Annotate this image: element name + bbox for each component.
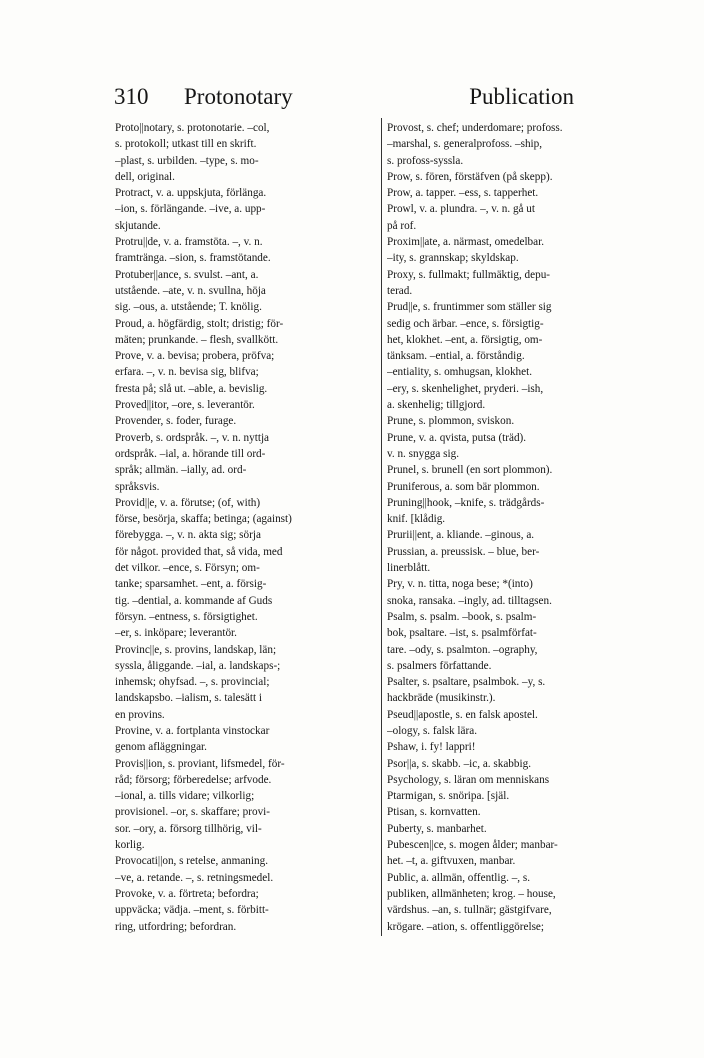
dictionary-line: Provine, v. a. fortplanta vinstockar (115, 724, 270, 737)
dictionary-line: Provost, s. chef; underdomare; profoss. (387, 122, 563, 134)
dictionary-line: dell, original. (115, 170, 175, 183)
dictionary-line: Pruning||hook, –knife, s. trädgårds- (387, 496, 545, 509)
dictionary-line: Prow, a. tapper. –ess, s. tapperhet. (387, 187, 539, 200)
dictionary-line: det vilkor. –ence, s. Försyn; om- (115, 562, 260, 575)
dictionary-line: utstående. –ate, v. n. svullna, höja (115, 284, 266, 297)
dictionary-line: –entiality, s. omhugsan, klokhet. (387, 366, 533, 379)
dictionary-line: uppväcka; vädja. –ment, s. förbitt- (115, 904, 269, 917)
dictionary-line: korlig. (115, 839, 145, 852)
dictionary-line: inhemsk; ohyfsad. –, s. provincial; (115, 676, 270, 689)
right-guide-word: Publication (469, 84, 574, 109)
dictionary-line: Proved||itor, –ore, s. leverantör. (115, 399, 255, 412)
dictionary-line: Pry, v. n. titta, noga bese; *(into) (387, 578, 533, 591)
dictionary-line: Psalter, s. psaltare, psalmbok. –y, s. (387, 676, 546, 689)
dictionary-line: Provid||e, v. a. förutse; (of, with) (115, 496, 261, 509)
dictionary-line: snoka, ransaka. –ingly, ad. tilltagsen. (387, 594, 552, 607)
dictionary-line: genom afläggningar. (115, 741, 207, 754)
page-header (114, 84, 584, 114)
dictionary-line: linerblått. (387, 562, 431, 575)
dictionary-line: Provinc||e, s. provins, landskap, län; (115, 643, 277, 656)
dictionary-line: –ion, s. förlängande. –ive, a. upp- (115, 203, 266, 216)
column-divider (381, 118, 382, 936)
dictionary-line: Proxy, s. fullmakt; fullmäktig, depu- (387, 268, 551, 281)
dictionary-line: tanke; sparsamhet. –ent, a. försig- (115, 578, 267, 591)
dictionary-line: –ve, a. retande. –, s. retningsmedel. (115, 871, 274, 884)
dictionary-line: knif. [klådig. (387, 513, 446, 526)
dictionary-line: för något. provided that, så vida, med (115, 545, 283, 558)
dictionary-line: bok, psaltare. –ist, s. psalmförfat- (387, 627, 537, 640)
dictionary-line: mäten; prunkande. – flesh, svallkött. (115, 333, 279, 346)
dictionary-line: förse, besörja, skaffa; betinga; (against) (115, 513, 292, 526)
dictionary-line: Prune, v. a. qvista, putsa (träd). (387, 431, 527, 444)
dictionary-line: en provins. (115, 708, 165, 721)
dictionary-line: Proto||notary, s. protonotarie. –col, (115, 122, 270, 134)
dictionary-line: het, klokhet. –ent, a. försigtig, om- (387, 333, 543, 346)
dictionary-line: Prow, s. fören, förstäfven (på skepp). (387, 170, 553, 183)
dictionary-line: –er, s. inköpare; leverantör. (115, 627, 237, 640)
dictionary-line: sedig och ärbar. –ence, s. försigtig- (387, 317, 544, 330)
dictionary-line: Pubescen||ce, s. mogen ålder; manbar- (387, 839, 558, 852)
dictionary-line: –plast, s. urbilden. –type, s. mo- (115, 154, 259, 167)
dictionary-line: Pshaw, i. fy! lappri! (387, 741, 476, 754)
dictionary-line: fresta på; slå ut. –able, a. bevislig. (115, 382, 268, 395)
dictionary-line: framtränga. –sion, s. framstötande. (115, 252, 271, 265)
dictionary-line: het. –t, a. giftvuxen, manbar. (387, 855, 516, 868)
dictionary-line: Provoke, v. a. förtreta; befordra; (115, 887, 259, 900)
dictionary-line: –ery, s. skenhelighet, pryderi. –ish, (387, 382, 544, 395)
left-column (115, 120, 377, 935)
dictionary-line: s. profoss-syssla. (387, 154, 464, 167)
dictionary-line: Provocati||on, s retelse, anmaning. (115, 855, 268, 868)
dictionary-line: Prurii||ent, a. kliande. –ginous, a. (387, 529, 535, 542)
dictionary-line: Psalm, s. psalm. –book, s. psalm- (387, 610, 537, 623)
dictionary-line: Proud, a. högfärdig, stolt; dristig; för- (115, 317, 284, 330)
dictionary-line: erfara. –, v. n. bevisa sig, blifva; (115, 366, 259, 379)
dictionary-line: Psychology, s. läran om menniskans (387, 773, 550, 786)
dictionary-line: skjutande. (115, 219, 161, 232)
dictionary-line: hackbräde (musikinstr.). (387, 692, 496, 705)
dictionary-line: Prune, s. plommon, sviskon. (387, 415, 515, 428)
dictionary-line: ordspråk. –ial, a. hörande till ord- (115, 447, 266, 460)
right-column (387, 120, 655, 935)
dictionary-line: publiken, allmänheten; krog. – house, (387, 887, 556, 900)
dictionary-line: värdshus. –an, s. tullnär; gästgifvare, (387, 904, 552, 917)
dictionary-line: –marshal, s. generalprofoss. –ship, (387, 138, 543, 151)
dictionary-line: landskapsbo. –ialism, s. talesätt i (115, 692, 262, 705)
dictionary-line: Ptarmigan, s. snöripa. [själ. (387, 790, 510, 803)
dictionary-line: försyn. –entness, s. försigtighet. (115, 610, 258, 623)
dictionary-line: Puberty, s. manbarhet. (387, 822, 487, 835)
dictionary-line: syssla, åliggande. –ial, a. landskaps-; (115, 659, 281, 672)
dictionary-line: förebygga. –, v. n. akta sig; sörja (115, 529, 261, 542)
dictionary-line: råd; försorg; förberedelse; arfvode. (115, 773, 272, 786)
dictionary-line: Provis||ion, s. proviant, lifsmedel, för- (115, 757, 285, 770)
page-number: 310 (114, 84, 149, 109)
dictionary-line: terad. (387, 284, 413, 297)
dictionary-line: Prunel, s. brunell (en sort plommon). (387, 464, 553, 477)
dictionary-line: Proxim||ate, a. närmast, omedelbar. (387, 236, 545, 249)
dictionary-line: Protuber||ance, s. svulst. –ant, a. (115, 268, 259, 281)
dictionary-line: krögare. –ation, s. offentliggörelse; (387, 920, 544, 933)
dictionary-line: v. n. snygga sig. (387, 447, 459, 460)
dictionary-line: tig. –dential, a. kommande af Guds (115, 594, 273, 607)
dictionary-line: Ptisan, s. kornvatten. (387, 806, 481, 819)
dictionary-line: provisionel. –or, s. skaffare; provi- (115, 806, 271, 819)
dictionary-line: Prud||e, s. fruntimmer som ställer sig (387, 301, 552, 314)
dictionary-line: Prove, v. a. bevisa; probera, pröfva; (115, 350, 275, 363)
dictionary-line: Protract, v. a. uppskjuta, förlänga. (115, 187, 267, 200)
dictionary-line: Pruniferous, a. som bär plommon. (387, 480, 540, 493)
dictionary-line: Pseud||apostle, s. en falsk apostel. (387, 708, 538, 721)
dictionary-line: Public, a. allmän, offentlig. –, s. (387, 871, 531, 884)
dictionary-line: –ity, s. grannskap; skyldskap. (387, 252, 519, 265)
dictionary-line: s. protokoll; utkast till en skrift. (115, 138, 257, 151)
dictionary-line: Prowl, v. a. plundra. –, v. n. gå ut (387, 203, 536, 216)
dictionary-line: tare. –ody, s. psalmton. –ography, (387, 643, 538, 656)
dictionary-line: s. psalmers författande. (387, 659, 492, 672)
dictionary-line: Prussian, a. preussisk. – blue, ber- (387, 545, 540, 558)
dictionary-line: –ional, a. tills vidare; vilkorlig; (115, 790, 255, 803)
dictionary-line: sig. –ous, a. utstående; T. knölig. (115, 301, 262, 314)
dictionary-line: Protru||de, v. a. framstöta. –, v. n. (115, 236, 263, 249)
dictionary-line: språksvis. (115, 480, 160, 493)
dictionary-line: ring, utfordring; befordran. (115, 920, 237, 933)
dictionary-line: Psor||a, s. skabb. –ic, a. skabbig. (387, 757, 531, 770)
dictionary-line: Proverb, s. ordspråk. –, v. n. nyttja (115, 431, 270, 444)
dictionary-line: språk; allmän. –ially, ad. ord- (115, 464, 247, 477)
dictionary-line: sor. –ory, a. försorg tillhörig, vil- (115, 822, 262, 835)
dictionary-line: Provender, s. foder, furage. (115, 415, 237, 428)
dictionary-line: tänksam. –ential, a. förståndig. (387, 350, 525, 363)
left-guide-word: Protonotary (184, 84, 293, 109)
dictionary-line: a. skenhelig; tillgjord. (387, 399, 486, 412)
dictionary-line: –ology, s. falsk lära. (387, 724, 477, 737)
dictionary-line: på rof. (387, 219, 417, 232)
